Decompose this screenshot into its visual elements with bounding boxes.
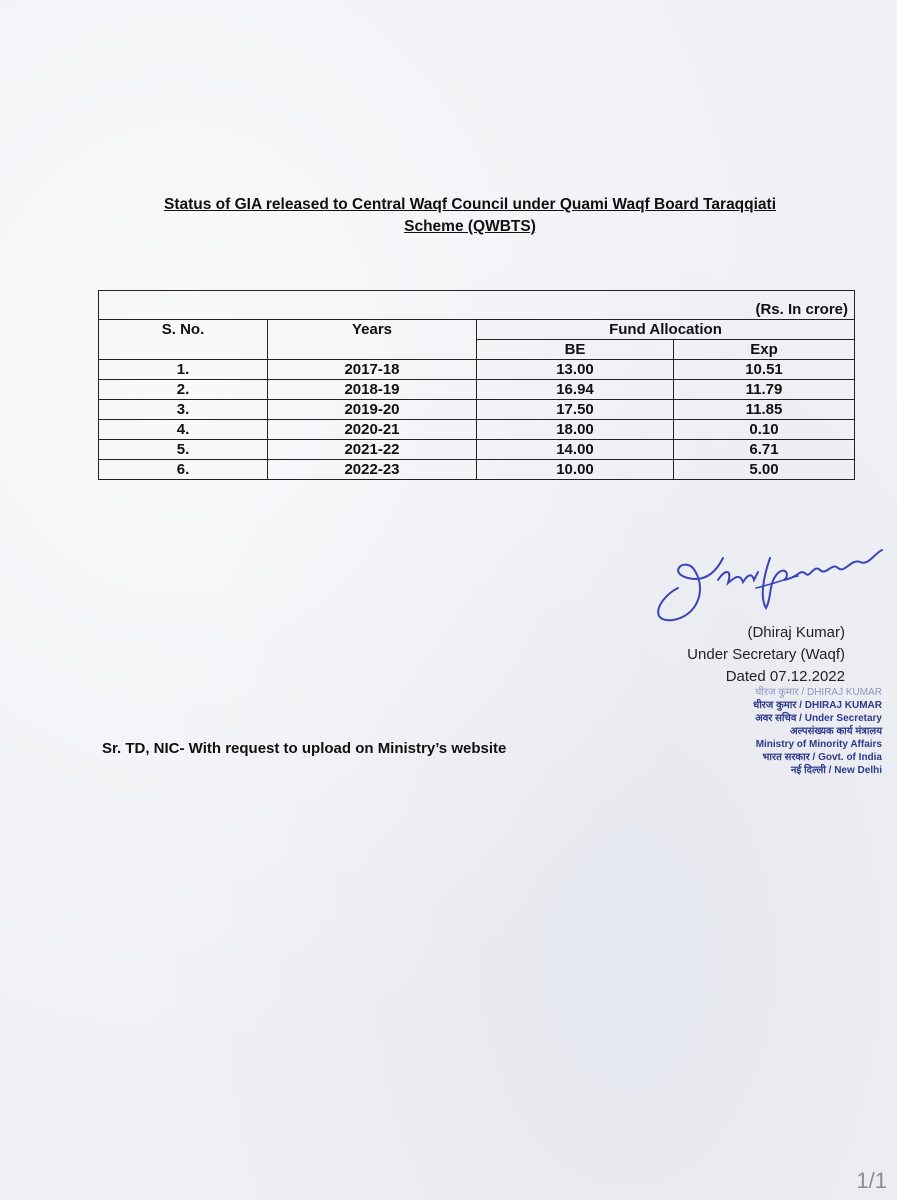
table-row [99,420,855,440]
signatory-date: Dated 07.12.2022 [725,668,845,685]
cell-year: 2017-18 [268,360,477,380]
cell-exp: 11.85 [674,400,855,420]
cell-exp: 11.79 [674,380,855,400]
official-stamp [620,686,882,777]
cell-year: 2022-23 [268,460,477,480]
cell-exp: 10.51 [674,360,855,380]
cell-sno: 1. [99,360,268,380]
cell-sno: 5. [99,440,268,460]
stamp-line: धीरज कुमार / DHIRAJ KUMAR [753,700,882,711]
signatory-name: (Dhiraj Kumar) [747,624,845,641]
cell-be: 10.00 [477,460,674,480]
stamp-line: धीरज कुमार / DHIRAJ KUMAR [755,687,882,698]
cell-sno: 3. [99,400,268,420]
cell-be: 13.00 [477,360,674,380]
request-note: Sr. TD, NIC- With request to upload on Ministry’s website [102,740,507,757]
cell-sno: 4. [99,420,268,440]
cell-exp: 0.10 [674,420,855,440]
title-line-2: Scheme (QWBTS) [404,218,536,235]
unit-label: (Rs. In crore) [99,291,855,320]
gia-table [98,290,855,480]
header-exp: Exp [674,340,855,360]
table-row [99,440,855,460]
table-row [99,460,855,480]
title-line-1: Status of GIA released to Central Waqf Council under Quami Waqf Board Taraqqiati [163,196,777,213]
stamp-line: अवर सचिव / Under Secretary [755,713,882,724]
signatory-block [640,622,845,688]
header-row [99,320,855,340]
cell-year: 2021-22 [268,440,477,460]
cell-be: 14.00 [477,440,674,460]
cell-exp: 5.00 [674,460,855,480]
header-sno: S. No. [99,320,268,360]
stamp-line: अल्पसंख्यक कार्य मंत्रालय [790,726,882,737]
document-title [100,194,840,238]
header-fund-allocation: Fund Allocation [477,320,855,340]
stamp-line: नई दिल्ली / New Delhi [790,765,882,776]
cell-be: 17.50 [477,400,674,420]
cell-be: 16.94 [477,380,674,400]
table-row [99,380,855,400]
unit-row [99,291,855,320]
header-years: Years [268,320,477,360]
signatory-designation: Under Secretary (Waqf) [687,646,845,663]
cell-exp: 6.71 [674,440,855,460]
table-row [99,400,855,420]
stamp-line: Ministry of Minority Affairs [755,739,882,750]
cell-sno: 2. [99,380,268,400]
header-be: BE [477,340,674,360]
cell-be: 18.00 [477,420,674,440]
cell-year: 2020-21 [268,420,477,440]
cell-sno: 6. [99,460,268,480]
cell-year: 2018-19 [268,380,477,400]
table-row [99,360,855,380]
page-indicator: 1/1 [856,1168,887,1193]
stamp-line: भारत सरकार / Govt. of India [762,752,882,763]
cell-year: 2019-20 [268,400,477,420]
